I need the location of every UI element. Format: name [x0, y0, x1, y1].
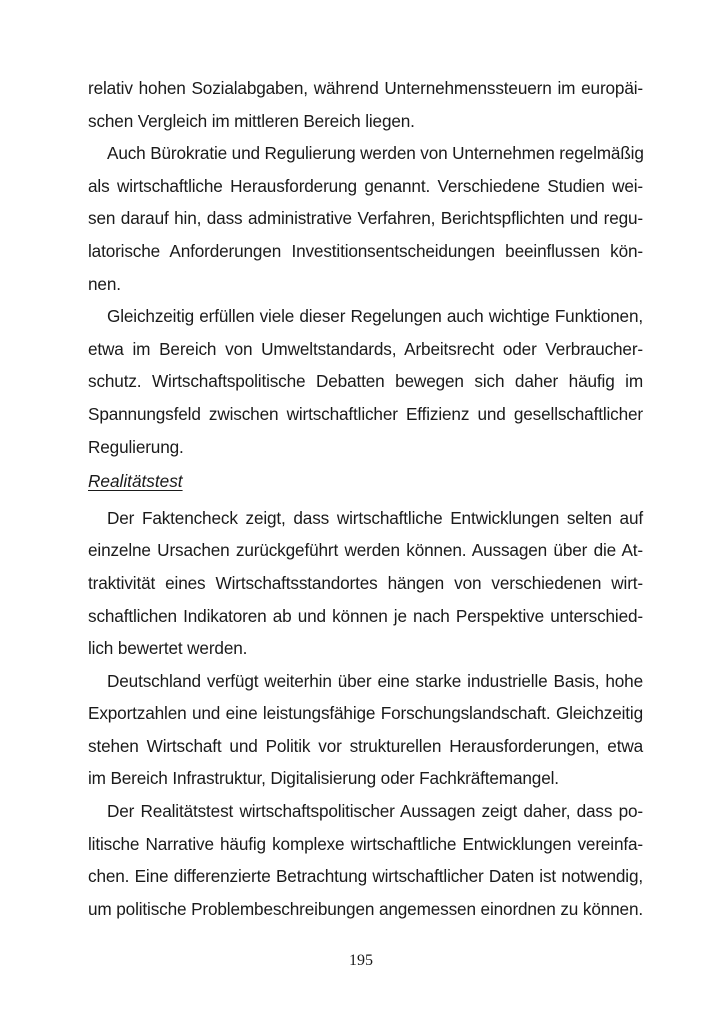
text-line: als wirtschaftliche Herausforderung genannt. Verschiedene Studien wei- — [88, 175, 643, 196]
page-number: 195 — [349, 952, 373, 969]
text-line: lich bewertet werden. — [88, 638, 248, 659]
paragraph — [88, 665, 643, 795]
paragraph — [88, 300, 643, 463]
text-line: nen. — [88, 273, 121, 294]
text-line: im Bereich Infrastruktur, Digitalisierung oder Fachkräftemangel. — [88, 768, 559, 789]
paragraph — [88, 72, 643, 137]
text-line: Spannungsfeld zwischen wirtschaftlicher Effizienz und gesellschaftlicher — [88, 403, 643, 424]
text-line: schaftlichen Indikatoren ab und können je nach Perspektive unterschied- — [88, 605, 643, 626]
text-line: einzelne Ursachen zurückgeführt werden können. Aussagen über die At- — [88, 540, 643, 561]
text-line: Regulierung. — [88, 436, 184, 457]
text-line: sen darauf hin, dass administrative Verfahren, Berichtspflichten und regu- — [88, 208, 643, 229]
section-heading: Realitätstest — [88, 471, 183, 492]
text-line: schen Vergleich im mittleren Bereich liegen. — [88, 110, 415, 131]
text-line: litische Narrative häufig komplexe wirtschaftliche Entwicklungen vereinfa- — [88, 833, 643, 854]
text-block-before-heading — [88, 72, 643, 463]
text-line: Der Faktencheck zeigt, dass wirtschaftliche Entwicklungen selten auf — [107, 507, 643, 528]
text-line: Auch Bürokratie und Regulierung werden von Unternehmen regelmäßig — [107, 143, 644, 164]
text-line: relativ hohen Sozialabgaben, während Unternehmenssteuern im europäi- — [88, 78, 643, 98]
text-line: etwa im Bereich von Umweltstandards, Arbeitsrecht oder Verbraucher- — [88, 338, 643, 359]
text-line: traktivität eines Wirtschaftsstandortes hängen von verschiedenen wirt- — [88, 572, 643, 593]
text-block-after-heading — [88, 502, 643, 926]
text-line: um politische Problembeschreibungen angemessen einordnen zu können. — [88, 898, 643, 919]
text-line: stehen Wirtschaft und Politik vor strukturellen Herausforderungen, etwa — [88, 735, 643, 756]
text-line: Deutschland verfügt weiterhin über eine starke industrielle Basis, hohe — [107, 670, 643, 691]
text-line: Exportzahlen und eine leistungsfähige Forschungslandschaft. Gleichzeitig — [88, 703, 643, 724]
paragraph — [88, 502, 643, 665]
paragraph — [88, 137, 643, 300]
text-line: Der Realitätstest wirtschaftspolitischer Aussagen zeigt daher, dass po- — [107, 801, 643, 822]
paragraph — [88, 795, 643, 925]
text-line: chen. Eine differenzierte Betrachtung wirtschaftlicher Daten ist notwendig, — [88, 866, 643, 887]
text-line: Gleichzeitig erfüllen viele dieser Regelungen auch wichtige Funktionen, — [107, 306, 643, 327]
text-line: schutz. Wirtschaftspolitische Debatten bewegen sich daher häufig im — [88, 371, 643, 392]
text-line: latorische Anforderungen Investitionsentscheidungen beeinflussen kön- — [88, 240, 643, 261]
page-body — [88, 72, 643, 925]
